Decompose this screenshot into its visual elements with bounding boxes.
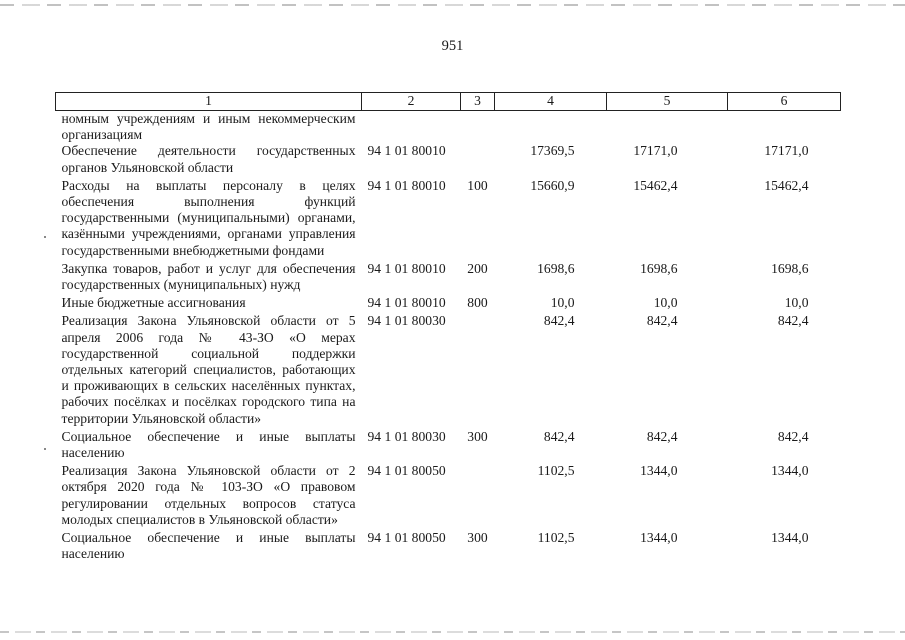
row-value-col4: 17369,5 xyxy=(530,143,575,159)
row-type xyxy=(461,313,495,428)
table-row xyxy=(56,143,841,177)
row-value-col6: 1698,6 xyxy=(771,260,809,276)
margin-mark xyxy=(44,448,46,450)
row-type xyxy=(461,463,495,530)
row-type: 100 xyxy=(467,177,488,193)
row-value-col6: 842,4 xyxy=(777,313,809,329)
row-value-col6: 15462,4 xyxy=(764,177,809,193)
row-value-col5: 17171,0 xyxy=(633,143,678,159)
row-value-col5: 1698,6 xyxy=(640,260,678,276)
row-code: 94 1 01 80030 xyxy=(367,313,446,329)
row-name: Обеспечение деятельности государственных органов Ульяновской области xyxy=(61,143,356,175)
scan-edge-bottom xyxy=(0,631,905,633)
row-type: 800 xyxy=(467,295,488,311)
row-value-col4: 842,4 xyxy=(543,313,575,329)
column-header: 3 xyxy=(461,93,495,111)
scan-edge-top xyxy=(0,4,905,6)
row-name: Социальное обеспечение и иные выплаты населению xyxy=(61,428,356,461)
row-name: Реализация Закона Ульяновской области от 2 октября 2020 года № 103-ЗО «О правовом регулировании отдельных вопросов статуса молодых специалистов в Ульяновской области» xyxy=(61,463,356,527)
row-name: Социальное обеспечение и иные выплаты населению xyxy=(61,530,356,562)
row-value-col4: 1102,5 xyxy=(537,463,575,479)
row-value-col6: 1344,0 xyxy=(771,530,809,546)
row-value-col6: 1344,0 xyxy=(771,463,809,479)
budget-table xyxy=(55,92,841,564)
row-value-col5: 842,4 xyxy=(646,313,678,329)
row-value-col5: 15462,4 xyxy=(633,177,678,193)
column-header: 4 xyxy=(495,93,607,111)
row-value-col5: 1344,0 xyxy=(640,463,678,479)
column-header: 2 xyxy=(362,93,461,111)
row-value-col4 xyxy=(495,111,607,144)
row-value-col4: 1698,6 xyxy=(537,260,575,276)
table-row xyxy=(56,463,841,530)
row-type: 300 xyxy=(467,428,488,444)
table-row xyxy=(56,111,841,144)
page-number: 951 xyxy=(441,38,464,54)
column-header: 5 xyxy=(607,93,728,111)
table-row xyxy=(56,295,841,313)
row-code: 94 1 01 80010 xyxy=(367,295,446,311)
row-type xyxy=(461,111,495,144)
row-value-col6: 17171,0 xyxy=(764,143,809,159)
row-value-col4: 842,4 xyxy=(543,428,575,444)
table-row xyxy=(56,313,841,428)
row-code: 94 1 01 80050 xyxy=(367,463,446,479)
row-value-col5: 10,0 xyxy=(653,295,678,311)
row-value-col5: 842,4 xyxy=(646,428,678,444)
row-value-col4: 15660,9 xyxy=(530,177,575,193)
row-type: 300 xyxy=(467,530,488,546)
header-row xyxy=(56,93,841,111)
margin-mark xyxy=(44,236,46,238)
table-row xyxy=(56,429,841,463)
row-value-col6: 10,0 xyxy=(784,295,809,311)
row-code: 94 1 01 80010 xyxy=(367,260,446,276)
row-value-col5 xyxy=(607,111,728,144)
row-value-col6: 842,4 xyxy=(777,428,809,444)
row-value-col6 xyxy=(728,111,841,144)
row-value-col4: 1102,5 xyxy=(537,530,575,546)
row-type: 200 xyxy=(467,260,488,276)
row-code: 94 1 01 80010 xyxy=(367,177,446,193)
row-name: Закупка товаров, работ и услуг для обеспечения государственных (муниципальных) нужд xyxy=(61,260,356,293)
row-code: 94 1 01 80050 xyxy=(367,530,446,546)
column-header: 1 xyxy=(56,93,362,111)
row-value-col5: 1344,0 xyxy=(640,530,678,546)
row-name: номным учреждениям и иным некоммерческим организациям xyxy=(61,111,356,143)
row-name: Иные бюджетные ассигнования xyxy=(61,295,246,311)
table-row xyxy=(56,178,841,261)
row-value-col4: 10,0 xyxy=(550,295,575,311)
row-type xyxy=(461,143,495,177)
table-row xyxy=(56,261,841,295)
table-row xyxy=(56,530,841,564)
column-header: 6 xyxy=(728,93,841,111)
row-code: 94 1 01 80010 xyxy=(367,143,446,159)
row-name: Реализация Закона Ульяновской области от 5 апреля 2006 года № 43-ЗО «О мерах государственной социальной поддержки отдельных категорий специалистов, работающих и проживающих в сельских населённых пунктах, рабочих посёлках и посёлках городского типа на территории Ульяновской области» xyxy=(61,313,356,426)
row-name: Расходы на выплаты персоналу в целях обеспечения выполнения функций государственными (муниципальными) органами, казёнными учреждениями, органами управления государственными внебюджетными фондами xyxy=(61,177,356,258)
row-code: 94 1 01 80030 xyxy=(367,428,446,444)
row-code xyxy=(362,111,461,144)
